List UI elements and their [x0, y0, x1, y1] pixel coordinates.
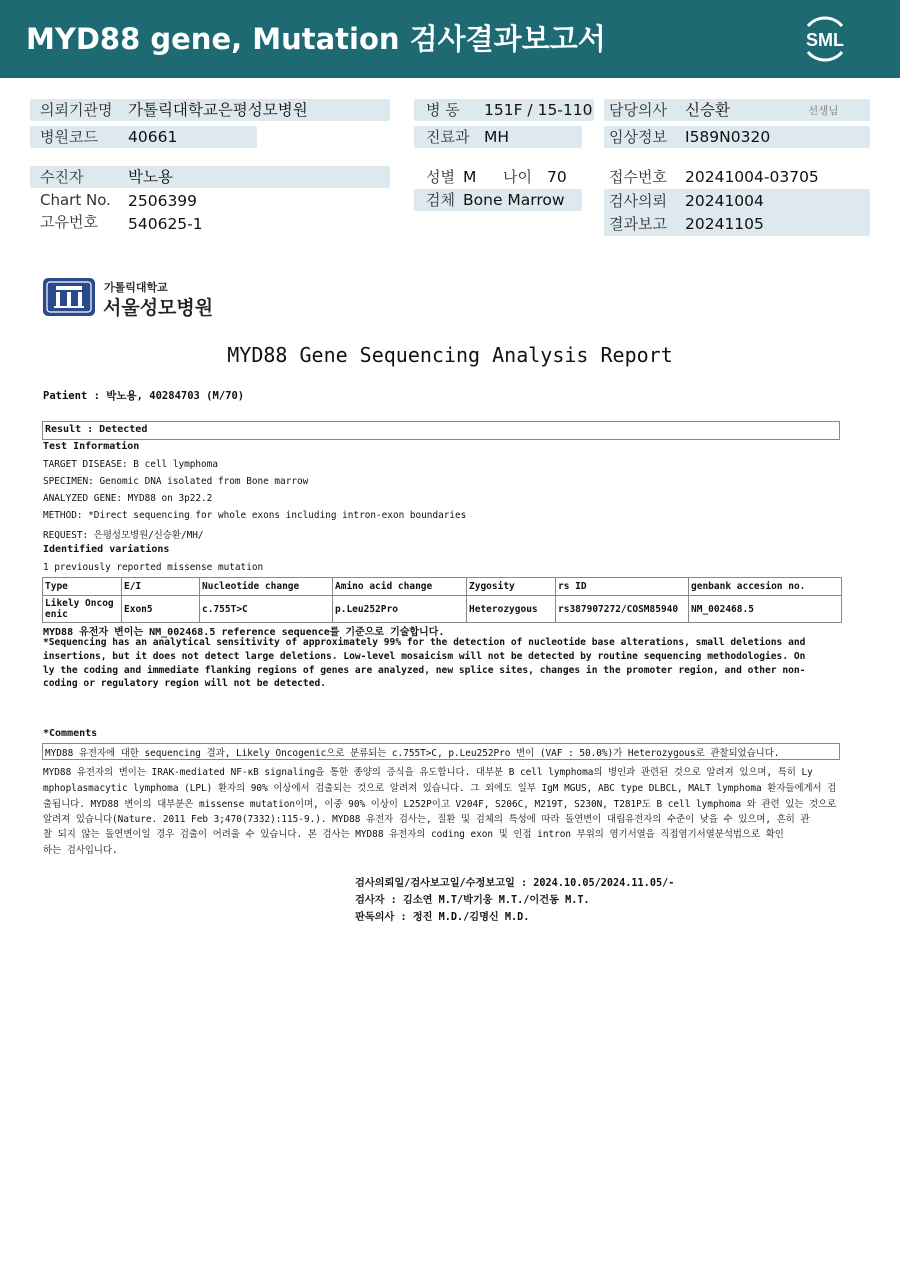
- table-cell: NM_002468.5: [689, 596, 842, 623]
- request-line: REQUEST: 은평성모병원/신승환/MH/: [43, 530, 204, 541]
- doctor-label: 담당의사: [609, 101, 667, 119]
- signature-dates: 검사의뢰일/검사보고일/수정보고일 : 2024.10.05/2024.11.05/-: [355, 878, 675, 889]
- signature-doctor: 판독의사 : 정진 M.D./김명신 M.D.: [355, 912, 530, 923]
- clinical-info-value: I589N0320: [685, 128, 771, 146]
- table-header-cell: Amino acid change: [333, 578, 467, 596]
- table-header-row: [43, 578, 842, 596]
- ward-value: 151F / 15-110: [484, 101, 593, 119]
- table-row: [43, 596, 842, 623]
- comment-line: 출됩니다. MYD88 변이의 대부분은 missense mutation이며, 이중 90% 이상이 L252P이고 V204F, S206C, M219T, S230N, T281P도 B cell lymphoma 와 관련 있는 것으로: [43, 799, 837, 810]
- clinical-info-label: 임상정보: [609, 128, 667, 146]
- specimen-value: Bone Marrow: [463, 191, 565, 209]
- chart-no-value: 2506399: [128, 192, 198, 210]
- comments-heading: *Comments: [43, 728, 98, 739]
- target-disease: TARGET DISEASE: B cell lymphoma: [43, 459, 218, 470]
- test-info-heading: Test Information: [43, 441, 140, 452]
- identified-heading: Identified variations: [43, 544, 170, 555]
- table-header-cell: genbank accesion no.: [689, 578, 842, 596]
- hospital-logo-line2: 서울성모병원: [103, 297, 214, 319]
- signature-tester: 검사자 : 김소연 M.T/박기웅 M.T./이건동 M.T.: [355, 895, 590, 906]
- report-title: MYD88 Gene Sequencing Analysis Report: [227, 343, 673, 367]
- unique-id-value: 540625-1: [128, 215, 203, 233]
- age-value: 70: [547, 168, 567, 186]
- institution-value: 가톨릭대학교은평성모병원: [128, 101, 308, 119]
- type-line1: Likely Oncog: [45, 598, 114, 609]
- method-line: METHOD: *Direct sequencing for whole exons including intron-exon boundaries: [43, 510, 467, 521]
- patient-name-label: 수진자: [40, 168, 84, 186]
- sex-value: M: [463, 168, 477, 186]
- specimen-label: 검체: [426, 191, 455, 209]
- receipt-no-value: 20241004-03705: [685, 168, 819, 186]
- sml-logo-text: SML: [806, 30, 844, 50]
- institution-label: 의뢰기관명: [40, 101, 113, 119]
- report-header-title: MYD88 gene, Mutation 검사결과보고서: [26, 22, 606, 56]
- disclaimer-line: insertions, but it does not detect large deletions. Low-level mosaicism will not be detected by routine sequencing methodologies. On: [43, 651, 806, 662]
- type-line2: enic: [45, 609, 68, 620]
- comment-line: 찰 되지 않는 돌연변이일 경우 검출이 어려울 수 있습니다. 본 검사는 MYD88 유전자의 coding exon 및 인접 intron 부위의 염기서열을 직접염기서열분석법으로 확인: [43, 829, 784, 840]
- doctor-value: 신승환: [685, 101, 730, 119]
- ward-label: 병 동: [426, 101, 460, 119]
- report-date-value: 20241105: [685, 215, 764, 233]
- hospital-code-label: 병원코드: [40, 128, 98, 146]
- chart-no-label: Chart No.: [40, 191, 111, 209]
- comment-line: mphoplasmacytic lymphoma (LPL) 환자의 90% 이상에서 검출되는 것으로 알려져 있습니다. 그 외에도 일부 IgM MGUS, ABC type DLBCL, MALT lymphoma 환자들에게서 검: [43, 783, 837, 794]
- department-label: 진료과: [426, 128, 470, 146]
- identified-summary: 1 previously reported missense mutation: [43, 562, 264, 573]
- table-cell: rs387907272/COSM85940: [556, 596, 689, 623]
- doctor-suffix: 선생님: [808, 105, 839, 117]
- comment-line: 알려져 있습니다(Nature. 2011 Feb 3;470(7332):115-9.). MYD88 유전자 검사는, 질환 및 검체의 특성에 따라 돌연변이 대립유전자의 수준이 낮을 수 있으며, 흔히 관: [43, 814, 810, 825]
- hospital-code-value: 40661: [128, 128, 178, 146]
- result-box: [42, 421, 840, 440]
- comment-line: MYD88 유전자의 변이는 IRAK-mediated NF-κB signaling을 통한 종양의 증식을 유도합니다. 대부분 B cell lymphoma의 병인과 관련된 것으로 알려져 있으며, 특히 Ly: [43, 767, 813, 778]
- table-cell-type: [43, 596, 122, 623]
- table-header-cell: Zygosity: [467, 578, 556, 596]
- specimen-line: SPECIMEN: Genomic DNA isolated from Bone marrow: [43, 476, 309, 487]
- patient-name-value: 박노용: [128, 168, 173, 186]
- variation-table: [42, 577, 842, 623]
- disclaimer-line: coding or regulatory region will not be detected.: [43, 678, 327, 689]
- receipt-no-label: 접수번호: [609, 168, 667, 186]
- department-value: MH: [484, 128, 510, 146]
- request-date-label: 검사의뢰: [609, 192, 667, 210]
- table-header-cell: E/I: [122, 578, 200, 596]
- request-date-value: 20241004: [685, 192, 764, 210]
- table-header-cell: Type: [43, 578, 122, 596]
- patient-line: Patient : 박노용, 40284703 (M/70): [43, 390, 245, 402]
- sex-label: 성별: [426, 168, 455, 186]
- table-header-cell: Nucleotide change: [200, 578, 333, 596]
- analyzed-gene: ANALYZED GENE: MYD88 on 3p22.2: [43, 493, 213, 504]
- hospital-emblem-icon: [42, 277, 96, 317]
- report-date-label: 결과보고: [609, 215, 667, 233]
- hospital-logo-line1: 가톨릭대학교: [104, 281, 168, 294]
- unique-id-label: 고유번호: [40, 213, 98, 231]
- comment-line: 하는 검사입니다.: [43, 845, 118, 856]
- table-header-cell: rs ID: [556, 578, 689, 596]
- comment-summary: MYD88 유전자에 대한 sequencing 결과, Likely Oncogenic으로 분류되는 c.755T>C, p.Leu252Pro 변이 (VAF : 50.0%)가 Heterozygous로 관찰되었습니다.: [45, 748, 780, 759]
- table-cell: p.Leu252Pro: [333, 596, 467, 623]
- table-cell: Exon5: [122, 596, 200, 623]
- result-text: Result : Detected: [45, 424, 148, 435]
- table-cell: c.755T>C: [200, 596, 333, 623]
- info-bg: [30, 166, 390, 188]
- age-label: 나이: [503, 168, 532, 186]
- table-cell: Heterozygous: [467, 596, 556, 623]
- disclaimer-line: *Sequencing has an analytical sensitivity of approximately 99% for the detection of nucleotide base alterations, small deletions and: [43, 637, 806, 648]
- disclaimer-line: ly the coding and immediate flanking regions of genes are analyzed, new splice sites, changes in the promoter region, and other non-: [43, 665, 806, 676]
- reference-note: MYD88 유전자 변이는 NM_002468.5 reference sequence를 기준으로 기술합니다.: [43, 627, 445, 638]
- sml-logo-icon: [800, 12, 850, 66]
